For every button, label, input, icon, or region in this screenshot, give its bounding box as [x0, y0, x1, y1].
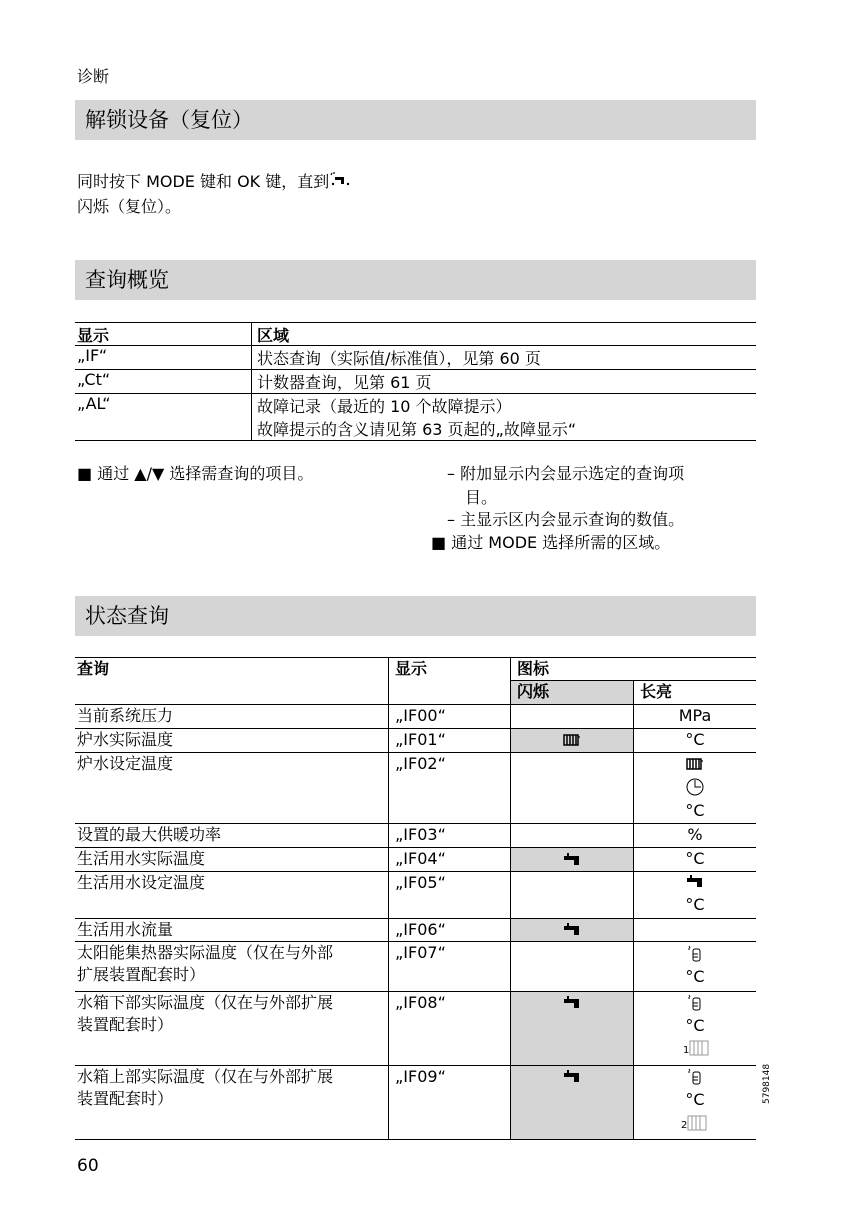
tank-1-icon	[683, 1040, 709, 1056]
overview-note-1-line-1: – 附加显示内会显示选定的查询项	[447, 464, 685, 483]
overview-step-1: ■ 通过 ▲/▼ 选择需查询的项目。	[77, 464, 314, 483]
status-steady-value: °C	[685, 1090, 705, 1109]
status-col-steady: 长亮	[640, 682, 673, 701]
overview-area-cell: 状态查询（实际值/标准值），见第 60 页	[257, 349, 541, 368]
status-display-cell: „IF07“	[395, 943, 446, 962]
solar-tank-icon	[633, 994, 757, 1012]
overview-display-cell: „Ct“	[77, 370, 111, 389]
status-query-line: 水箱下部实际温度（仅在与外部扩展	[77, 993, 334, 1012]
status-query-line: 太阳能集热器实际温度（仅在与外部	[77, 943, 334, 962]
solar-tank-icon	[633, 945, 757, 963]
overview-row	[75, 370, 756, 394]
solar-tank-icon	[633, 1068, 757, 1086]
radiator-icon	[633, 758, 757, 770]
status-query-line: 水箱上部实际温度（仅在与外部扩展	[77, 1067, 334, 1086]
status-col-icon: 图标	[517, 659, 550, 678]
status-col-query: 查询	[77, 659, 110, 678]
status-display-cell: „IF02“	[395, 754, 446, 773]
status-display-cell: „IF08“	[395, 993, 446, 1012]
status-steady-value: MPa	[678, 706, 712, 725]
status-steady-value: °C	[685, 895, 705, 914]
status-display-cell: „IF03“	[395, 825, 446, 844]
overview-row	[75, 394, 756, 441]
document-id: 5798148	[762, 1063, 772, 1104]
status-display-cell: „IF09“	[395, 1067, 446, 1086]
unlock-text	[77, 170, 351, 219]
status-col-display: 显示	[395, 659, 428, 678]
section-header: 诊断	[77, 67, 110, 86]
status-query-cell: 生活用水设定温度	[77, 873, 206, 892]
status-steady-value: °C	[685, 1016, 705, 1035]
status-query-cell: 设置的最大供暖功率	[77, 825, 222, 844]
tap-icon	[633, 874, 757, 888]
status-table	[75, 657, 756, 1140]
tap-reset-icon	[329, 171, 351, 195]
status-query-line: 扩展装置配套时）	[77, 965, 206, 984]
unlock-line-1: 同时按下 MODE 键和 OK 键，直到	[77, 172, 330, 191]
tank-index-label: 2	[681, 1120, 688, 1131]
overview-row	[75, 346, 756, 370]
status-query-cell	[77, 1066, 333, 1110]
radiator-icon	[511, 734, 633, 746]
status-query-cell: 炉水设定温度	[77, 754, 174, 773]
overview-area-line: 故障记录（最近的 10 个故障提示）	[257, 397, 512, 416]
status-query-cell: 生活用水流量	[77, 920, 174, 939]
status-col-blink: 闪烁	[517, 682, 550, 701]
overview-area-cell: 计数器查询，见第 61 页	[257, 373, 432, 392]
unlock-section-title: 解锁设备（复位）	[75, 100, 756, 140]
tap-icon	[511, 1069, 633, 1083]
status-steady-value: %	[687, 825, 703, 844]
overview-area-line: 故障提示的含义请见第 63 页起的„故障显示“	[257, 420, 577, 439]
overview-header-row	[75, 323, 756, 346]
overview-note-2: – 主显示区内会显示查询的数值。	[447, 510, 685, 529]
overview-section-title: 查询概览	[75, 260, 756, 300]
status-display-cell: „IF06“	[395, 920, 446, 939]
status-display-cell: „IF00“	[395, 706, 446, 725]
status-query-cell: 生活用水实际温度	[77, 849, 206, 868]
status-query-line: 装置配套时）	[77, 1015, 174, 1034]
page-number: 60	[77, 1156, 99, 1176]
status-steady-value: °C	[685, 730, 705, 749]
overview-step-2: ■ 通过 MODE 选择所需的区域。	[431, 533, 671, 552]
status-steady-value: °C	[685, 967, 705, 986]
clock-icon	[633, 777, 757, 797]
status-query-cell	[77, 942, 333, 986]
status-query-cell: 当前系统压力	[77, 706, 174, 725]
overview-display-cell: „IF“	[77, 346, 108, 365]
overview-area-cell	[257, 394, 576, 440]
overview-table	[75, 322, 756, 441]
tap-icon	[511, 995, 633, 1009]
status-query-line: 装置配套时）	[77, 1089, 174, 1108]
status-section-title: 状态查询	[75, 596, 756, 636]
status-query-cell: 炉水实际温度	[77, 730, 174, 749]
overview-note-1	[447, 462, 684, 510]
tank-2-icon	[681, 1115, 707, 1131]
overview-col-display: 显示	[77, 326, 110, 345]
unlock-line-2: 闪烁（复位）。	[77, 196, 182, 216]
status-display-cell: „IF01“	[395, 730, 446, 749]
status-steady-value: °C	[685, 849, 705, 868]
status-query-cell	[77, 992, 333, 1036]
overview-note-1-line-2: 目。	[465, 488, 498, 507]
tap-icon	[511, 922, 633, 936]
status-display-cell: „IF05“	[395, 873, 446, 892]
tap-icon	[511, 852, 633, 866]
overview-col-area: 区域	[257, 326, 290, 345]
tank-index-label: 1	[683, 1045, 690, 1056]
overview-display-cell: „AL“	[77, 394, 111, 413]
status-display-cell: „IF04“	[395, 849, 446, 868]
status-steady-value: °C	[685, 801, 705, 820]
